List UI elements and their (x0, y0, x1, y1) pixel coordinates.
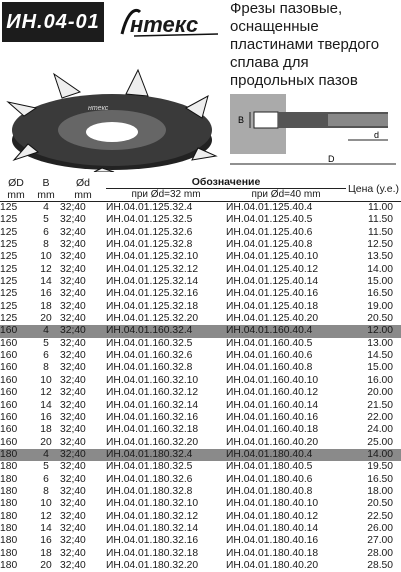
cell-D: 160 (0, 387, 32, 399)
cell-c32: ИН.04.01.160.32.16 (106, 412, 226, 424)
cell-c40: ИН.04.01.180.40.10 (226, 498, 346, 510)
cell-d: 32;40 (60, 251, 106, 263)
heading-line: Фрезы пазовые, (230, 0, 400, 18)
table-row (0, 412, 401, 424)
cell-c32: ИН.04.01.160.32.14 (106, 400, 226, 412)
col-header-sub40: при Ød=40 mm (226, 189, 346, 202)
cell-D: 160 (0, 424, 32, 436)
col-header-B: B mm (32, 176, 60, 202)
cell-d: 32;40 (60, 412, 106, 424)
cutter-image (2, 44, 222, 172)
cell-c40: ИН.04.01.180.40.16 (226, 535, 346, 547)
table-body (0, 202, 401, 572)
cell-c32: ИН.04.01.160.32.4 (106, 325, 226, 337)
cell-price: 19.50 (346, 461, 401, 473)
cell-c40: ИН.04.01.160.40.4 (226, 325, 346, 337)
cell-B: 12 (32, 264, 60, 276)
product-code: ИН.04-01 (6, 11, 100, 34)
cell-c32: ИН.04.01.160.32.20 (106, 437, 226, 449)
cell-price: 14.50 (346, 350, 401, 362)
cell-B: 18 (32, 301, 60, 313)
cell-price: 18.00 (346, 486, 401, 498)
cell-c32: ИН.04.01.180.32.8 (106, 486, 226, 498)
cell-c40: ИН.04.01.180.40.12 (226, 511, 346, 523)
cell-c40: ИН.04.01.125.40.18 (226, 301, 346, 313)
cell-d: 32;40 (60, 449, 106, 461)
cell-price: 22.50 (346, 511, 401, 523)
col-header-sub32: при Ød=32 mm (106, 189, 226, 202)
cell-B: 12 (32, 511, 60, 523)
cell-price: 13.00 (346, 338, 401, 350)
table-row (0, 387, 401, 399)
table-row (0, 523, 401, 535)
cell-B: 6 (32, 474, 60, 486)
table-row (0, 214, 401, 226)
cell-D: 180 (0, 523, 32, 535)
cell-D: 160 (0, 325, 32, 337)
cell-c32: ИН.04.01.125.32.20 (106, 313, 226, 325)
cell-D: 125 (0, 301, 32, 313)
cell-c40: ИН.04.01.125.40.5 (226, 214, 346, 226)
cell-c32: ИН.04.01.125.32.10 (106, 251, 226, 263)
cell-c40: ИН.04.01.160.40.14 (226, 400, 346, 412)
cell-c40: ИН.04.01.160.40.16 (226, 412, 346, 424)
cell-price: 15.00 (346, 362, 401, 374)
cell-price: 14.00 (346, 449, 401, 461)
cell-d: 32;40 (60, 400, 106, 412)
cell-D: 180 (0, 560, 32, 572)
cell-price: 11.50 (346, 214, 401, 226)
col-header-D: ØD mm (0, 176, 32, 202)
cell-c32: ИН.04.01.180.32.16 (106, 535, 226, 547)
cell-c32: ИН.04.01.180.32.14 (106, 523, 226, 535)
cell-c40: ИН.04.01.180.40.4 (226, 449, 346, 461)
cell-B: 6 (32, 227, 60, 239)
table-row (0, 362, 401, 374)
col-header-designation: Обозначение (106, 176, 346, 189)
cell-B: 14 (32, 523, 60, 535)
table-row (0, 511, 401, 523)
cell-B: 4 (32, 449, 60, 461)
cell-B: 18 (32, 548, 60, 560)
heading-line: продольных пазов (230, 72, 400, 90)
cell-B: 18 (32, 424, 60, 436)
cell-d: 32;40 (60, 325, 106, 337)
cell-d: 32;40 (60, 202, 106, 215)
cell-c32: ИН.04.01.125.32.12 (106, 264, 226, 276)
table-row (0, 338, 401, 350)
table-row (0, 424, 401, 436)
table-row (0, 498, 401, 510)
cell-price: 11.50 (346, 227, 401, 239)
table-row (0, 535, 401, 547)
table-row (0, 301, 401, 313)
cell-D: 160 (0, 362, 32, 374)
cell-c40: ИН.04.01.125.40.14 (226, 276, 346, 288)
cell-d: 32;40 (60, 313, 106, 325)
cell-B: 6 (32, 350, 60, 362)
cell-B: 10 (32, 251, 60, 263)
table-row (0, 264, 401, 276)
cell-price: 20.00 (346, 387, 401, 399)
cell-c32: ИН.04.01.180.32.6 (106, 474, 226, 486)
cell-B: 20 (32, 313, 60, 325)
cell-B: 20 (32, 437, 60, 449)
cell-d: 32;40 (60, 424, 106, 436)
table-row (0, 449, 401, 461)
cell-price: 19.00 (346, 301, 401, 313)
cell-c40: ИН.04.01.160.40.18 (226, 424, 346, 436)
cell-d: 32;40 (60, 276, 106, 288)
cell-D: 180 (0, 535, 32, 547)
cell-d: 32;40 (60, 264, 106, 276)
cell-c40: ИН.04.01.160.40.10 (226, 375, 346, 387)
cell-c40: ИН.04.01.125.40.6 (226, 227, 346, 239)
cell-c40: ИН.04.01.125.40.16 (226, 288, 346, 300)
cell-B: 4 (32, 202, 60, 215)
cell-price: 15.00 (346, 276, 401, 288)
cell-c40: ИН.04.01.125.40.8 (226, 239, 346, 251)
heading-line: сплава для (230, 54, 400, 72)
cell-d: 32;40 (60, 375, 106, 387)
table-row (0, 400, 401, 412)
cell-B: 8 (32, 239, 60, 251)
label-d: d (374, 130, 379, 140)
cell-price: 28.00 (346, 548, 401, 560)
cell-D: 125 (0, 214, 32, 226)
cell-d: 32;40 (60, 437, 106, 449)
cell-d: 32;40 (60, 301, 106, 313)
cell-price: 11.00 (346, 202, 401, 215)
cell-D: 180 (0, 511, 32, 523)
product-code-box (2, 2, 104, 42)
cell-c32: ИН.04.01.125.32.5 (106, 214, 226, 226)
cell-B: 12 (32, 387, 60, 399)
table-row (0, 375, 401, 387)
cell-c32: ИН.04.01.180.32.4 (106, 449, 226, 461)
cell-c40: ИН.04.01.160.40.8 (226, 362, 346, 374)
cell-c40: ИН.04.01.180.40.6 (226, 474, 346, 486)
cell-c40: ИН.04.01.180.40.8 (226, 486, 346, 498)
page-heading (230, 0, 400, 90)
cell-B: 5 (32, 338, 60, 350)
cell-c40: ИН.04.01.125.40.12 (226, 264, 346, 276)
cell-c40: ИН.04.01.125.40.10 (226, 251, 346, 263)
table-row (0, 227, 401, 239)
cell-price: 26.00 (346, 523, 401, 535)
heading-line: оснащенные (230, 18, 400, 36)
cell-d: 32;40 (60, 338, 106, 350)
cell-d: 32;40 (60, 486, 106, 498)
cell-c32: ИН.04.01.160.32.18 (106, 424, 226, 436)
cell-D: 125 (0, 288, 32, 300)
cell-c40: ИН.04.01.180.40.14 (226, 523, 346, 535)
cell-d: 32;40 (60, 535, 106, 547)
cell-D: 180 (0, 498, 32, 510)
table-row (0, 548, 401, 560)
cell-c40: ИН.04.01.125.40.20 (226, 313, 346, 325)
cell-D: 125 (0, 227, 32, 239)
cell-D: 125 (0, 239, 32, 251)
table-row (0, 474, 401, 486)
cell-D: 125 (0, 264, 32, 276)
cell-c32: ИН.04.01.125.32.14 (106, 276, 226, 288)
cell-c32: ИН.04.01.160.32.6 (106, 350, 226, 362)
cell-D: 125 (0, 276, 32, 288)
cell-d: 32;40 (60, 239, 106, 251)
cell-d: 32;40 (60, 362, 106, 374)
cell-D: 125 (0, 202, 32, 215)
cell-D: 125 (0, 251, 32, 263)
cell-d: 32;40 (60, 523, 106, 535)
cell-D: 160 (0, 412, 32, 424)
cell-c32: ИН.04.01.180.32.12 (106, 511, 226, 523)
price-table (0, 176, 401, 572)
cell-c32: ИН.04.01.160.32.10 (106, 375, 226, 387)
cell-price: 16.00 (346, 375, 401, 387)
cell-B: 4 (32, 325, 60, 337)
label-D: D (328, 154, 335, 164)
cell-c32: ИН.04.01.180.32.18 (106, 548, 226, 560)
table-row (0, 325, 401, 337)
table-row (0, 437, 401, 449)
cell-B: 8 (32, 486, 60, 498)
cell-D: 125 (0, 313, 32, 325)
cell-price: 12.50 (346, 239, 401, 251)
cell-B: 20 (32, 560, 60, 572)
cell-D: 180 (0, 449, 32, 461)
cell-D: 160 (0, 437, 32, 449)
cell-B: 14 (32, 400, 60, 412)
cell-c40: ИН.04.01.180.40.20 (226, 560, 346, 572)
cell-B: 16 (32, 535, 60, 547)
cell-D: 160 (0, 338, 32, 350)
cell-d: 32;40 (60, 461, 106, 473)
cell-price: 28.50 (346, 560, 401, 572)
table-row (0, 486, 401, 498)
cell-B: 14 (32, 276, 60, 288)
cell-price: 21.50 (346, 400, 401, 412)
cell-c40: ИН.04.01.160.40.20 (226, 437, 346, 449)
cell-price: 24.00 (346, 424, 401, 436)
table-row (0, 560, 401, 572)
cell-D: 160 (0, 400, 32, 412)
cell-D: 160 (0, 350, 32, 362)
cell-B: 5 (32, 461, 60, 473)
cell-price: 25.00 (346, 437, 401, 449)
cell-c32: ИН.04.01.160.32.12 (106, 387, 226, 399)
brand-name: нтекс (130, 12, 198, 38)
cell-d: 32;40 (60, 288, 106, 300)
cell-price: 12.00 (346, 325, 401, 337)
cell-c32: ИН.04.01.180.32.5 (106, 461, 226, 473)
cell-B: 8 (32, 362, 60, 374)
cell-D: 180 (0, 486, 32, 498)
cell-price: 16.50 (346, 474, 401, 486)
cell-d: 32;40 (60, 387, 106, 399)
cell-price: 27.00 (346, 535, 401, 547)
cell-c40: ИН.04.01.180.40.18 (226, 548, 346, 560)
cell-price: 22.00 (346, 412, 401, 424)
table-row (0, 313, 401, 325)
cell-d: 32;40 (60, 474, 106, 486)
cell-d: 32;40 (60, 498, 106, 510)
cell-B: 16 (32, 288, 60, 300)
cell-c32: ИН.04.01.160.32.5 (106, 338, 226, 350)
cell-c40: ИН.04.01.160.40.6 (226, 350, 346, 362)
table-row (0, 461, 401, 473)
cell-d: 32;40 (60, 214, 106, 226)
table-row (0, 202, 401, 215)
table-row (0, 288, 401, 300)
table-row (0, 350, 401, 362)
cell-price: 20.50 (346, 313, 401, 325)
cell-price: 16.50 (346, 288, 401, 300)
brand-logo (118, 4, 222, 44)
cell-price: 20.50 (346, 498, 401, 510)
cell-c32: ИН.04.01.125.32.8 (106, 239, 226, 251)
cell-c32: ИН.04.01.125.32.6 (106, 227, 226, 239)
cell-d: 32;40 (60, 227, 106, 239)
profile-diagram (228, 92, 398, 172)
cell-c40: ИН.04.01.160.40.5 (226, 338, 346, 350)
heading-line: пластинами твердого (230, 36, 400, 54)
cell-c40: ИН.04.01.180.40.5 (226, 461, 346, 473)
cell-D: 160 (0, 375, 32, 387)
cell-d: 32;40 (60, 511, 106, 523)
cell-c40: ИН.04.01.160.40.12 (226, 387, 346, 399)
cell-d: 32;40 (60, 350, 106, 362)
cell-c32: ИН.04.01.125.32.18 (106, 301, 226, 313)
cutter-brand-text: нтекс (88, 105, 109, 112)
col-header-price: Цена (у.е.) (346, 176, 401, 202)
cell-B: 10 (32, 375, 60, 387)
cell-d: 32;40 (60, 548, 106, 560)
cell-c32: ИН.04.01.125.32.4 (106, 202, 226, 215)
table-row (0, 276, 401, 288)
table-row (0, 239, 401, 251)
label-B: B (238, 115, 244, 125)
cell-D: 180 (0, 548, 32, 560)
cell-c32: ИН.04.01.180.32.10 (106, 498, 226, 510)
cell-price: 13.50 (346, 251, 401, 263)
cell-B: 10 (32, 498, 60, 510)
cell-price: 14.00 (346, 264, 401, 276)
cell-c32: ИН.04.01.180.32.20 (106, 560, 226, 572)
cell-c40: ИН.04.01.125.40.4 (226, 202, 346, 215)
cell-D: 180 (0, 461, 32, 473)
cell-B: 5 (32, 214, 60, 226)
cell-c32: ИН.04.01.160.32.8 (106, 362, 226, 374)
table-row (0, 251, 401, 263)
cell-D: 180 (0, 474, 32, 486)
cell-d: 32;40 (60, 560, 106, 572)
col-header-d: Ød mm (60, 176, 106, 202)
cell-c32: ИН.04.01.125.32.16 (106, 288, 226, 300)
cell-B: 16 (32, 412, 60, 424)
